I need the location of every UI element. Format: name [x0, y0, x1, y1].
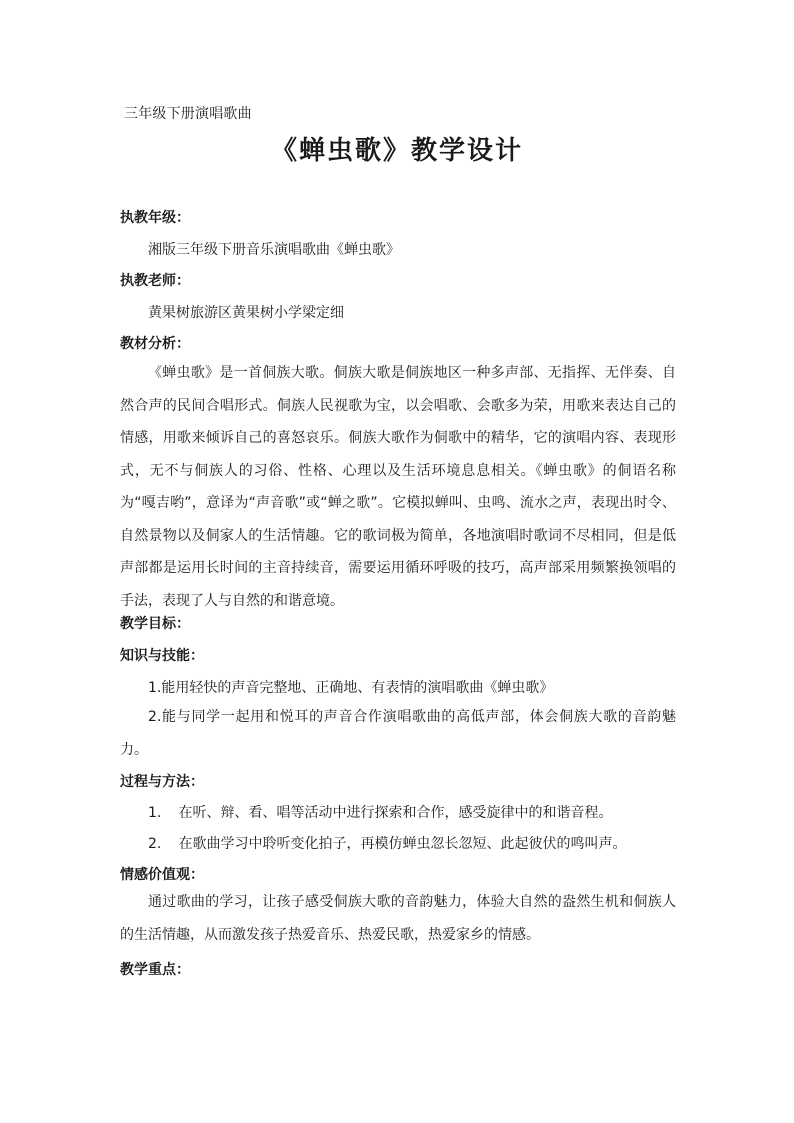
list-text: 在歌曲学习中聆听变化拍子，再模仿蝉虫忽长忽短、此起彼伏的鸣叫声。 [178, 836, 627, 852]
teaching-focus-heading: 教学重点： [120, 962, 190, 978]
knowledge-skills-item-1: 1.能用轻快的声音完整地、正确地、有表情的演唱歌曲《蝉虫歌》 [148, 680, 554, 696]
material-analysis-paragraph: 《蝉虫歌》是一首侗族大歌。侗族大歌是侗族地区一种多声部、无指挥、无伴奏、自然合声的民间合唱形式。侗族人民视歌为宝，以会唱歌、会歌多为荣，用歌来表达自己的情感，用歌来倾诉自己的喜怒哀乐。侗族大歌作为侗歌中的精华，它的演唱内容、表现形式，无不与侗族人的习俗、性格、心理以及生活环境息息相关。《蝉虫歌》的侗语名称为“嘎吉哟”，意译为“声音歌”或“蝉之歌”。它模拟蝉叫、虫鸣、流水之声，表现出时令、自然景物以及侗家人的生活情趣。它的歌词极为简单，各地演唱时歌词不尽相同，但是低声部都是运用长时间的主音持续音，需要运用循环呼吸的技巧，高声部采用频繁换领唱的手法，表现了人与自然的和谐意境。 [120, 365, 676, 609]
list-number: 2. [148, 836, 162, 852]
knowledge-skills-heading: 知识与技能： [120, 648, 204, 664]
process-methods-item [148, 833, 626, 853]
page-title: 《蝉虫歌》教学设计 [270, 136, 523, 166]
teaching-goals-heading: 教学目标： [120, 616, 190, 632]
process-methods-heading: 过程与方法： [120, 774, 204, 790]
list-text: 在听、辩、看、唱等活动中进行探索和合作，感受旋律中的和谐音程。 [178, 805, 613, 821]
knowledge-skills-item-2: 2.能与同学一起用和悦耳的声音合作演唱歌曲的高低声部，体会侗族大歌的音韵魅力。 [120, 709, 676, 758]
teacher-content: 黄果树旅游区黄果树小学梁定细 [148, 305, 344, 321]
material-analysis-heading: 教材分析： [120, 336, 190, 352]
grade-line: 三年级下册演唱歌曲 [124, 106, 252, 122]
list-number: 1. [148, 805, 162, 821]
teaching-grade-heading: 执教年级： [120, 210, 190, 226]
emotional-values-heading: 情感价值观： [120, 867, 204, 883]
teaching-grade-content: 湘版三年级下册音乐演唱歌曲《蝉虫歌》 [148, 242, 400, 258]
process-methods-item [148, 802, 612, 822]
teacher-heading: 执教老师： [120, 273, 190, 289]
emotional-values-paragraph: 通过歌曲的学习，让孩子感受侗族大歌的音韵魅力，体验大自然的盎然生机和侗族人的生活情趣，从而激发孩子热爱音乐、热爱民歌，热爱家乡的情感。 [120, 894, 676, 943]
